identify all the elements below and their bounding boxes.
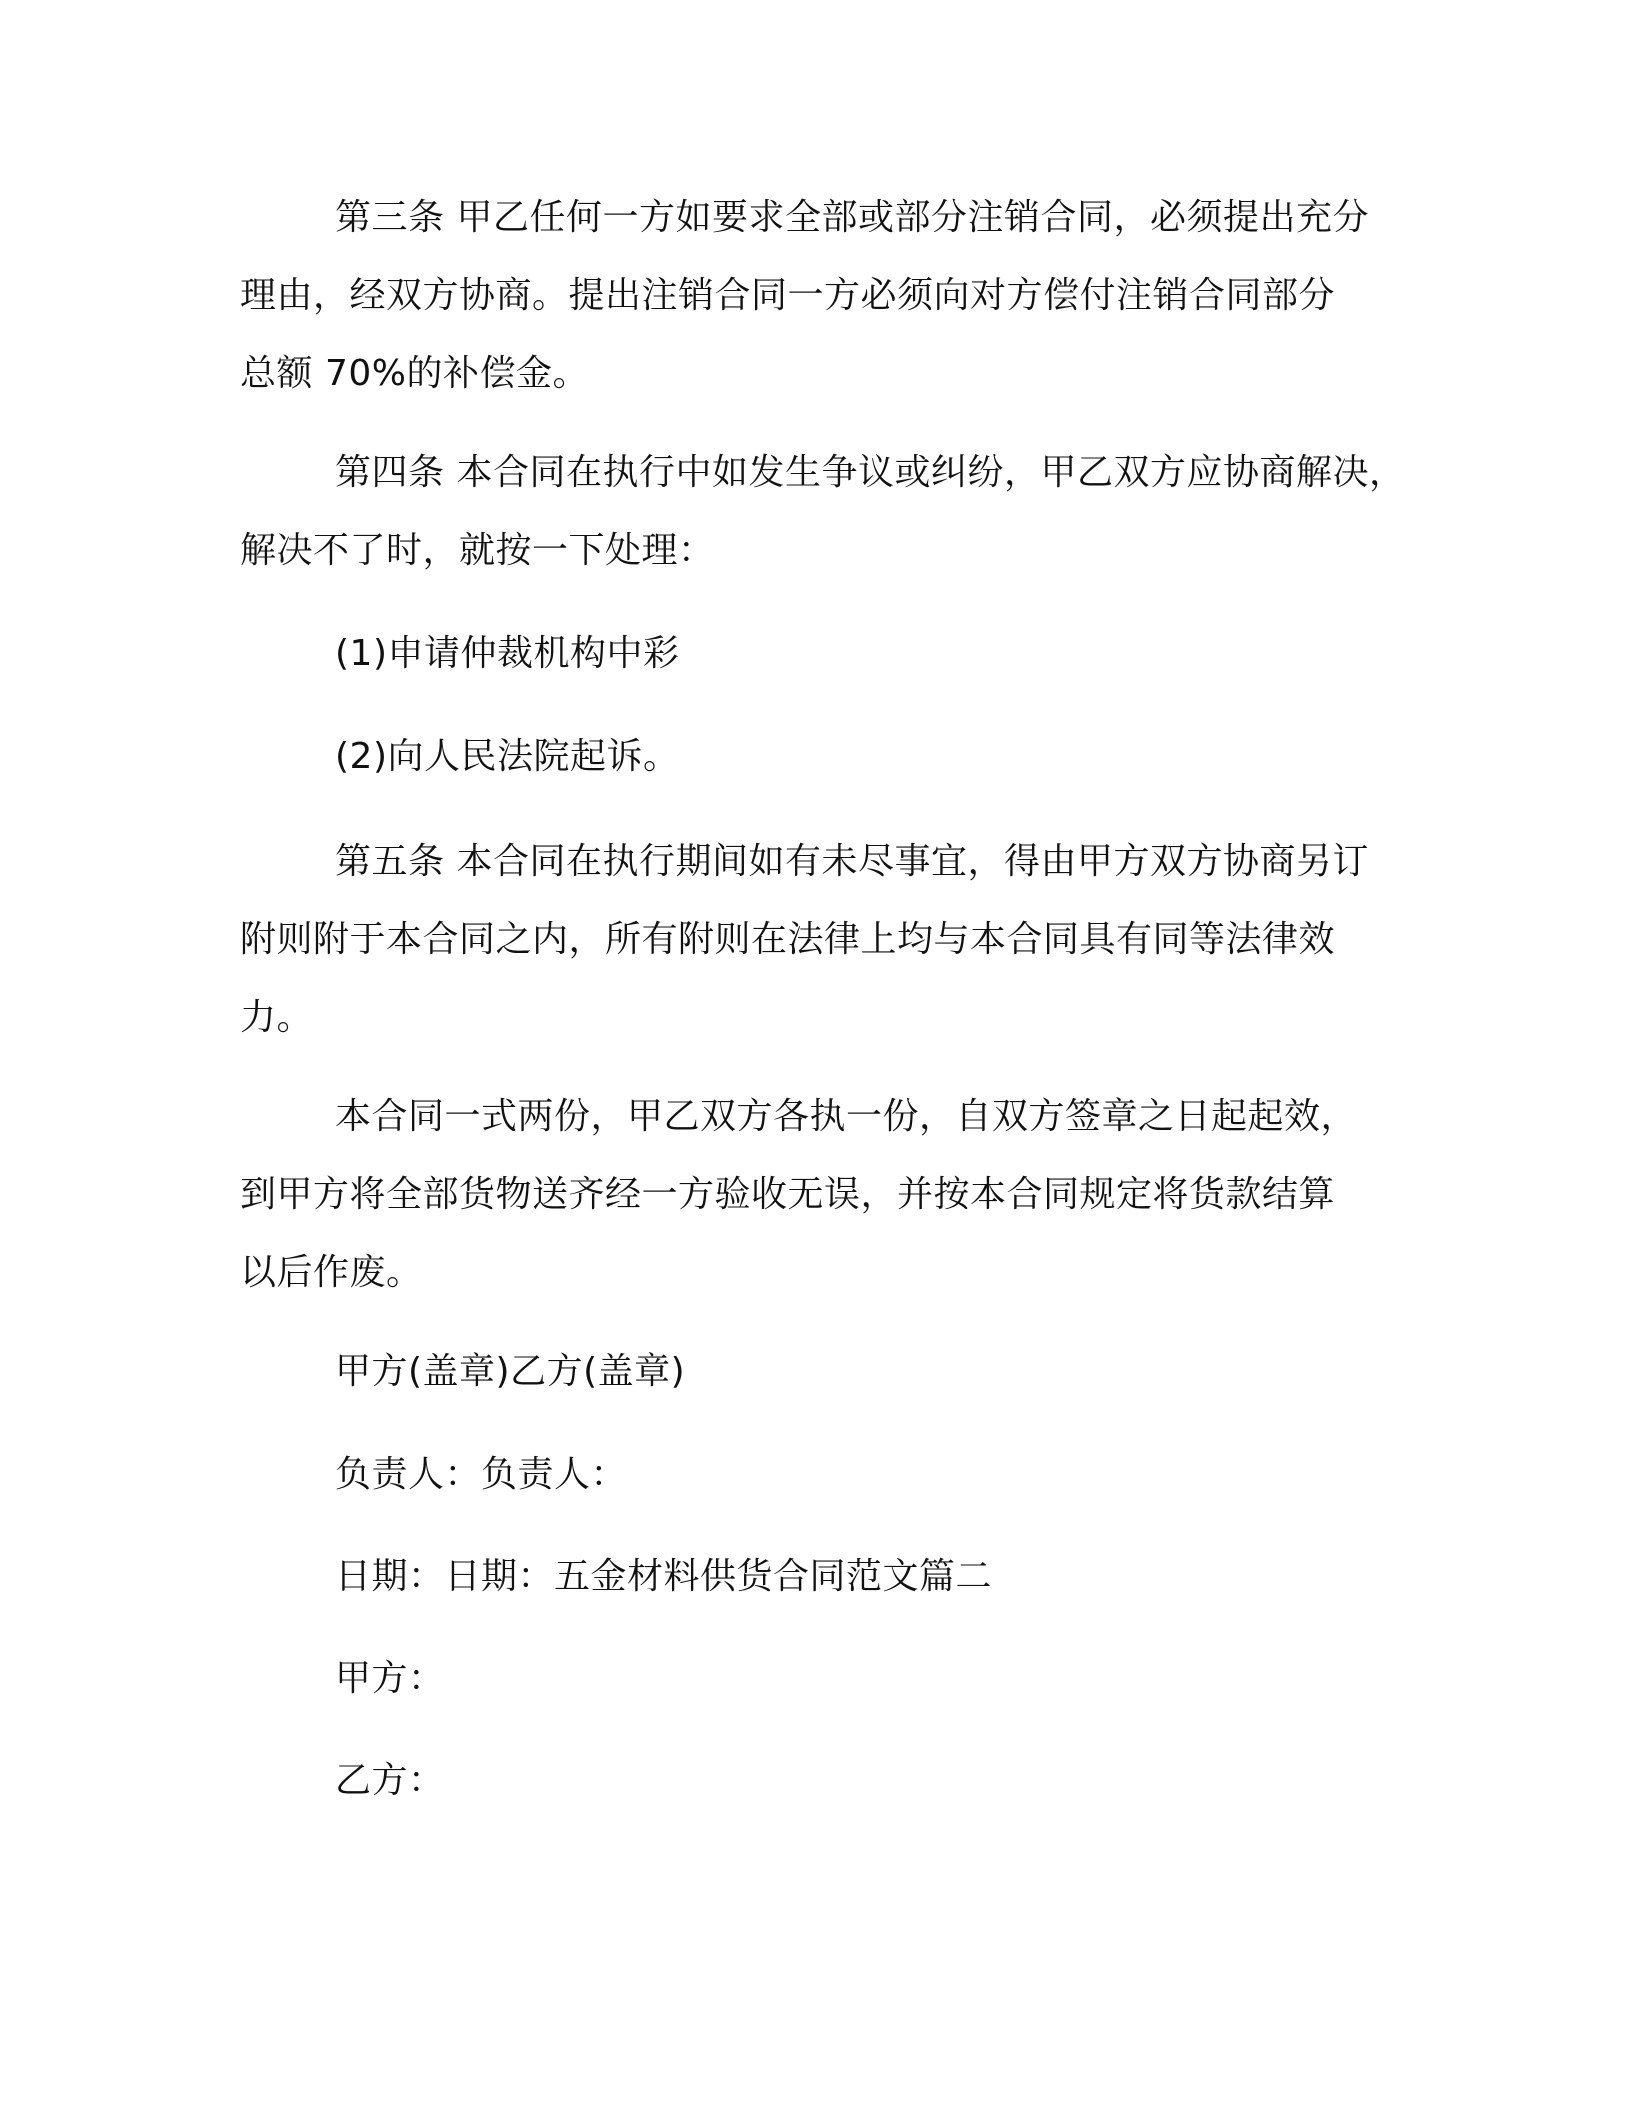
validity-line-1: 本合同一式两份，甲乙双方各执一份，自双方签章之日起起效， bbox=[335, 1096, 1358, 1137]
seal-line: 甲方(盖章)乙方(盖章) bbox=[335, 1351, 686, 1392]
article-5-line-3: 力。 bbox=[240, 997, 314, 1038]
responsible-line: 负责人：负责人： bbox=[335, 1454, 628, 1495]
item-1-text: (1)申请仲裁机构中彩 bbox=[335, 633, 680, 674]
article-3-line-1: 第三条 甲乙任何一方如要求全部或部分注销合同，必须提出充分 bbox=[335, 197, 1369, 238]
article-3-line-3: 总额 70%的补偿金。 bbox=[240, 353, 589, 394]
item-1-paragraph bbox=[240, 615, 1410, 693]
article-3-paragraph bbox=[240, 179, 1410, 413]
article-4-line-1: 第四条 本合同在执行中如发生争议或纠纷，甲乙双方应协商解决， bbox=[335, 452, 1406, 493]
article-5-line-1: 第五条 本合同在执行期间如有未尽事宜，得由甲方双方协商另订 bbox=[335, 841, 1369, 882]
article-5-paragraph bbox=[240, 823, 1410, 1057]
seal-paragraph bbox=[240, 1333, 1410, 1411]
party-b-label: 乙方： bbox=[335, 1760, 445, 1801]
date-paragraph bbox=[240, 1538, 1410, 1616]
article-3-line-2: 理由，经双方协商。提出注销合同一方必须向对方偿付注销合同部分 bbox=[240, 275, 1336, 316]
article-4-line-2: 解决不了时，就按一下处理： bbox=[240, 530, 715, 571]
party-b-paragraph bbox=[240, 1742, 1410, 1820]
item-2-paragraph bbox=[240, 718, 1410, 796]
item-2-text: (2)向人民法院起诉。 bbox=[335, 736, 680, 777]
date-line: 日期：日期：五金材料供货合同范文篇二 bbox=[335, 1556, 993, 1597]
validity-line-2: 到甲方将全部货物送齐经一方验收无误，并按本合同规定将货款结算 bbox=[240, 1174, 1336, 1215]
article-5-line-2: 附则附于本合同之内，所有附则在法律上均与本合同具有同等法律效 bbox=[240, 919, 1336, 960]
party-a-paragraph bbox=[240, 1640, 1410, 1718]
article-4-paragraph bbox=[240, 434, 1410, 590]
validity-paragraph bbox=[240, 1078, 1410, 1312]
responsible-paragraph bbox=[240, 1436, 1410, 1514]
validity-line-3: 以后作废。 bbox=[240, 1252, 423, 1293]
party-a-label: 甲方： bbox=[335, 1658, 445, 1699]
